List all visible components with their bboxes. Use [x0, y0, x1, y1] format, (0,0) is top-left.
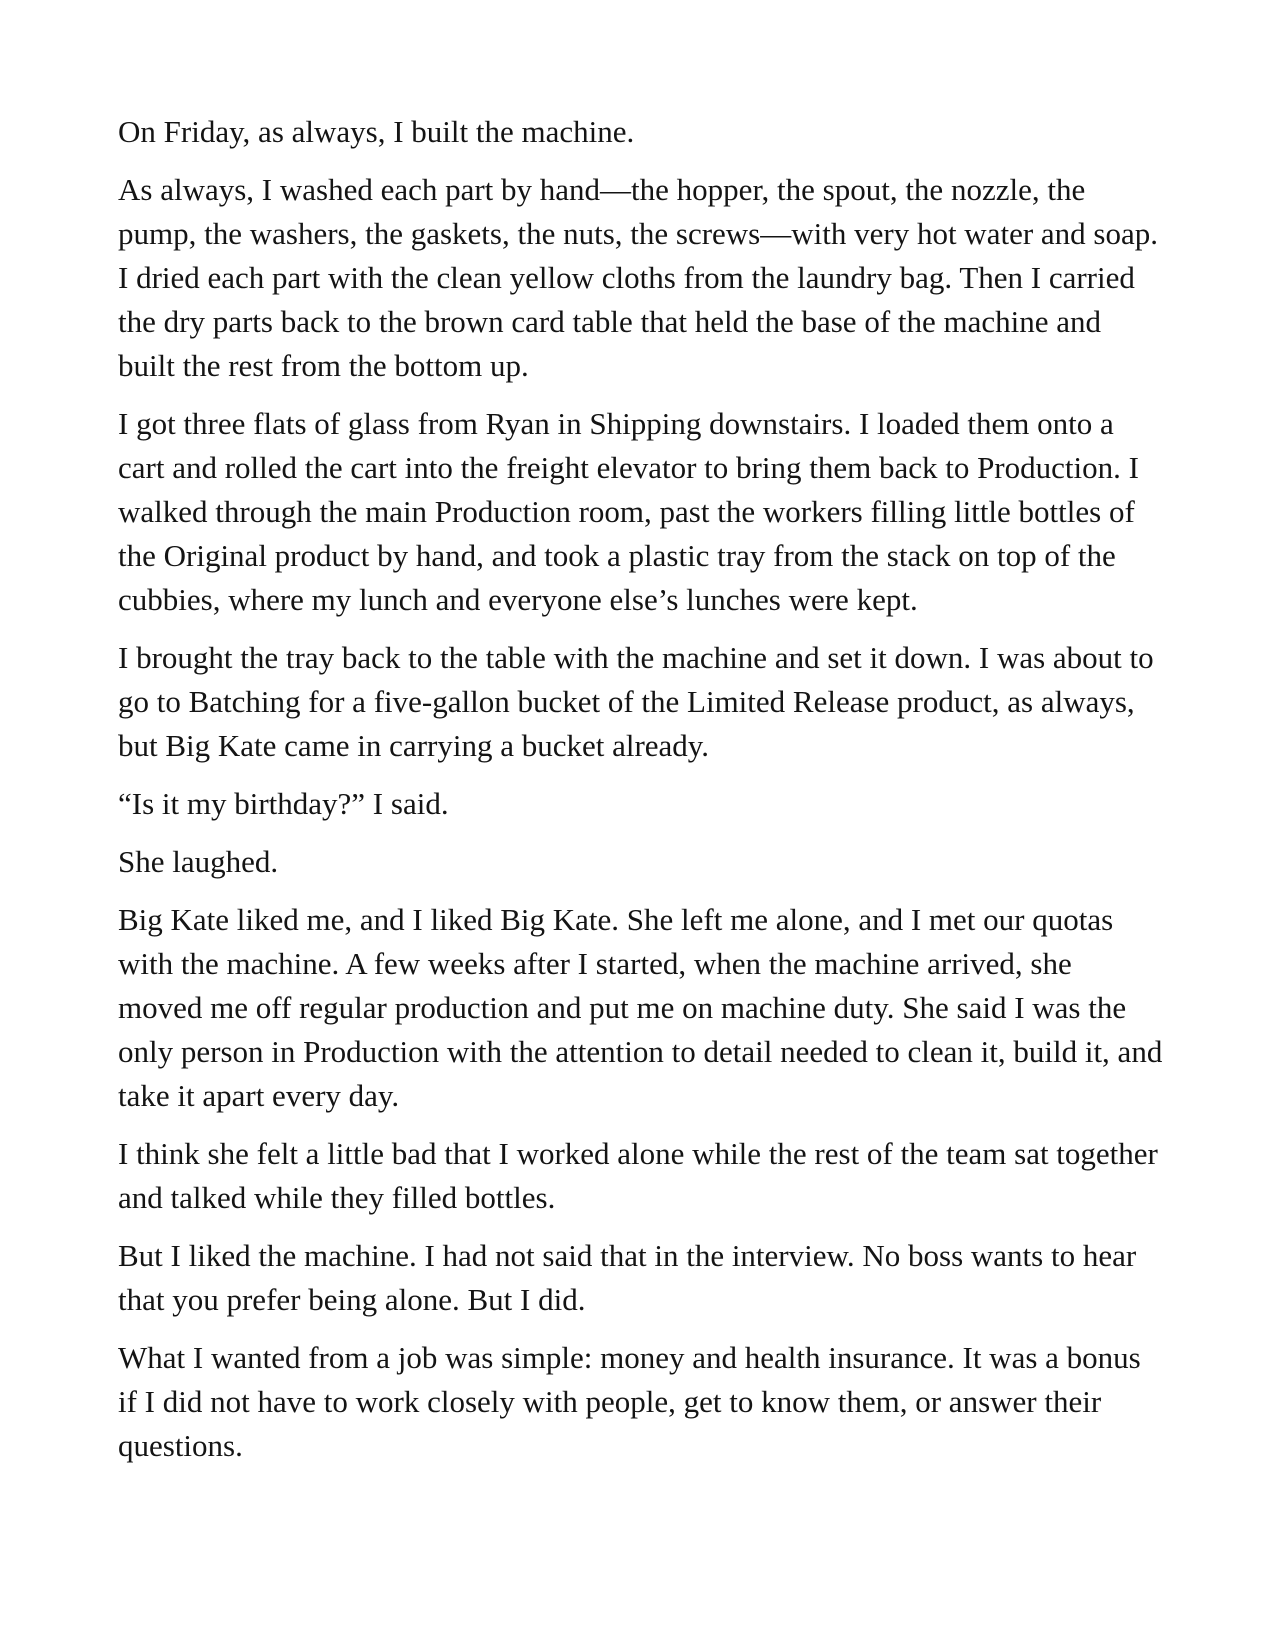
- paragraph-1: On Friday, as always, I built the machine.: [118, 114, 635, 149]
- paragraph-6: She laughed.: [118, 844, 279, 879]
- paragraph-5: “Is it my birthday?” I said.: [118, 786, 449, 821]
- paragraph-10: What I wanted from a job was simple: money and health insurance. It was a bonus if I did not have to work closely with people, get to know them, or answer their questions.: [118, 1340, 1141, 1463]
- paragraph-3: I got three flats of glass from Ryan in Shipping downstairs. I loaded them onto a cart and rolled the cart into the freight elevator to bring them back to Production. I walked through the main Production room, past the workers filling little bottles of the Original product by hand, and took a plastic tray from the stack on top of the cubbies, where my lunch and everyone else’s lunches were kept.: [118, 406, 1139, 617]
- paragraph-8: I think she felt a little bad that I worked alone while the rest of the team sat together and talked while they filled bottles.: [118, 1136, 1158, 1215]
- paragraph-7: Big Kate liked me, and I liked Big Kate. She left me alone, and I met our quotas with the machine. A few weeks after I started, when the machine arrived, she moved me off regular production and put me on machine duty. She said I was the only person in Production with the attention to detail needed to clean it, build it, and take it apart every day.: [118, 902, 1163, 1113]
- paragraph-9: But I liked the machine. I had not said that in the interview. No boss wants to hear that you prefer being alone. But I did.: [118, 1238, 1137, 1317]
- document-page: [118, 110, 1163, 1482]
- paragraph-2: As always, I washed each part by hand—the hopper, the spout, the nozzle, the pump, the washers, the gaskets, the nuts, the screws—with very hot water and soap. I dried each part with the clean yellow cloths from the laundry bag. Then I carried the dry parts back to the brown card table that held the base of the machine and built the rest from the bottom up.: [118, 172, 1158, 383]
- paragraph-4: I brought the tray back to the table with the machine and set it down. I was about to go to Batching for a five-gallon bucket of the Limited Release product, as always, but Big Kate came in carrying a bucket already.: [118, 640, 1154, 763]
